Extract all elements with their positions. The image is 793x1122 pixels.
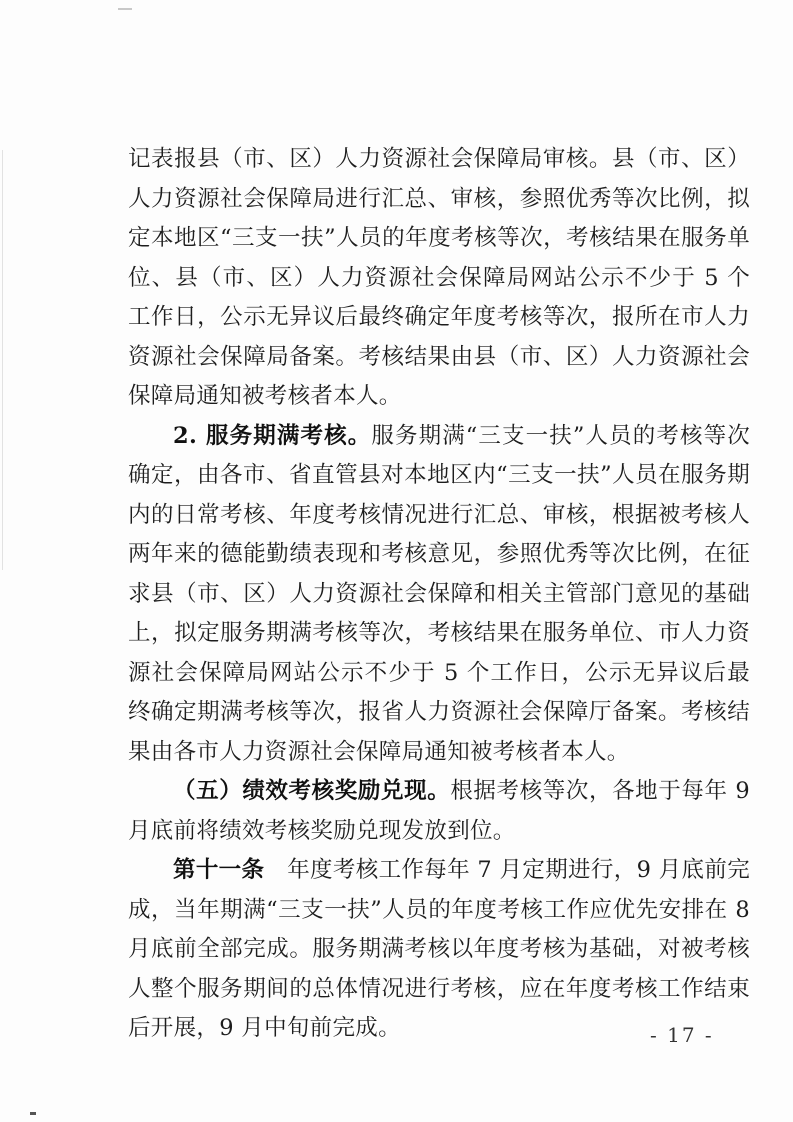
- scan-artifact-bottom-left: [30, 1112, 36, 1115]
- paragraph-3-text: 根据考核等次，各地于每年 9 月底前将绩效考核奖励兑现发放到位。: [128, 778, 750, 844]
- scan-artifact-left-edge: [2, 150, 3, 570]
- paragraph-3-heading: （五）绩效考核奖励兑现。: [173, 778, 451, 804]
- paragraph-4-text: 年度考核工作每年 7 月定期进行，9 月底前完成，当年期满“三支一扶”人员的年度考核工作应优先安排在 8 月底前全部完成。服务期满考核以年度考核为基础，对被考核人整个服务期间的总体情况进行考核，应在年度考核工作结束后开展，9 月中旬前完成。: [128, 857, 751, 1041]
- document-body: [128, 140, 750, 1049]
- paragraph-1-text: 记表报县（市、区）人力资源社会保障局审核。县（市、区）人力资源社会保障局进行汇总、审核，参照优秀等次比例，拟定本地区“三支一扶”人员的年度考核等次，考核结果在服务单位、县（市、区）人力资源社会保障局网站公示不少于 5 个工作日，公示无异议后最终确定年度考核等次，报所在市人力资源社会保障局备案。考核结果由县（市、区）人力资源社会保障局通知被考核者本人。: [128, 146, 750, 409]
- paragraph-1: [128, 140, 750, 417]
- paragraph-2-heading: 2. 服务期满考核。: [173, 422, 372, 449]
- paragraph-4: [128, 851, 750, 1049]
- scan-artifact-top-left: [118, 8, 132, 10]
- paragraph-2-text: 服务期满“三支一扶”人员的考核等次确定，由各市、省直管县对本地区内“三支一扶”人员在服务期内的日常考核、年度考核情况进行汇总、审核，根据被考核人两年来的德能勤绩表现和考核意见，参照优秀等次比例，在征求县（市、区）人力资源社会保障和相关主管部门意见的基础上，拟定服务期满考核等次，考核结果在服务单位、市人力资源社会保障局网站公示不少于 5 个工作日，公示无异议后最终确定期满考核等次，报省人力资源社会保障厅备案。考核结果由各市人力资源社会保障局通知被考核者本人。: [128, 422, 750, 765]
- paragraph-3: [128, 772, 750, 851]
- page-number: - 17 -: [650, 1023, 714, 1047]
- paragraph-2: [128, 417, 750, 773]
- article-heading: 第十一条: [173, 857, 265, 883]
